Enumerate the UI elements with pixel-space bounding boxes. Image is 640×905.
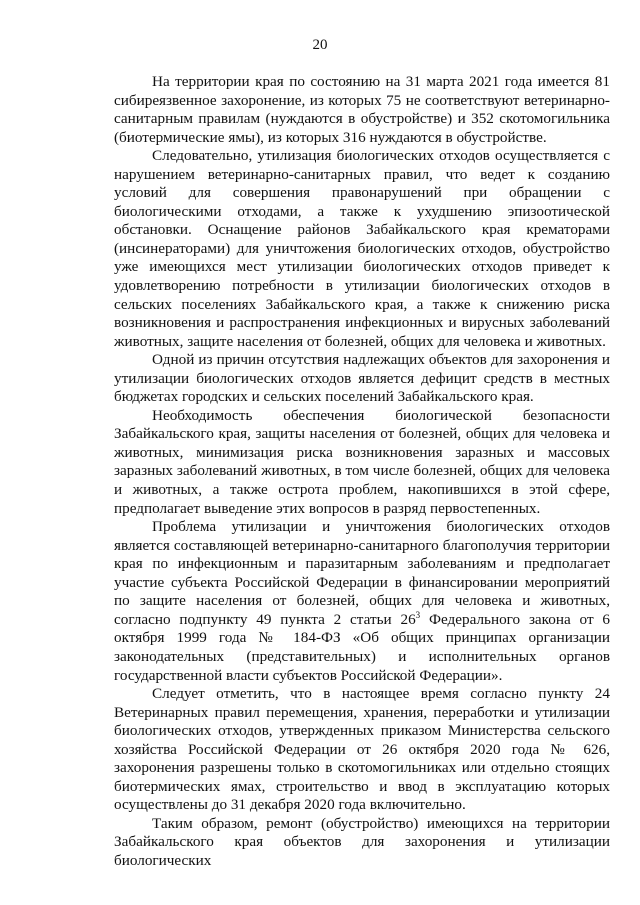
paragraph-disposal-problem-law: Федерального закона от 6 октября 1999 года № 184-ФЗ «Об общих принципах организации законодательных (представительных) и исполнительных органов государственной власти субъектов Российской Федерации». [114,610,610,684]
document-body [114,73,610,871]
paragraph-burial-sites: На территории края по состоянию на 31 марта 2021 года имеется 81 сибиреязвенное захоронение, из которых 75 не соответствуют ветеринарно-санитарным правилам (нуждаются в обустройстве) и 352 скотомогильника (биотермические ямы), из которых 316 нуждаются в обустройстве. [114,73,610,146]
paragraph-conclusion: Таким образом, ремонт (обустройство) имеющихся на территории Забайкальского края объектов для захоронения и утилизации биологических [114,814,610,869]
paragraph-biosafety-necessity: Необходимость обеспечения биологической безопасности Забайкальского края, защиты населения от болезней, общих для человека и животных, минимизация риска возникновения заразных и массовых заразных заболеваний животных, в том числе болезней, общих для человека и животных, а также острота проблем, накопившихся в этой сфере, предполагает выведение этих вопросов в разряд первостепенных. [114,406,610,517]
paragraph-disposal-problem-text: Проблема утилизации и уничтожения биологических отходов является составляющей ветеринарно-санитарного благополучия территории края по инфекционным и паразитарным заболеваниям и предполагает участие субъекта Российской Федерации в финансировании мероприятий по защите населения от болезней, общих для человека и животных, согласно подпункту 49 пункта 2 статьи 26 [114,518,610,628]
paragraph-disposal-problem [114,518,610,685]
page-number: 20 [312,37,328,53]
paragraph-veterinary-rules: Следует отметить, что в настоящее время согласно пункту 24 Ветеринарных правил перемещения, хранения, переработки и утилизации биологических отходов, утвержденных приказом Министерства сельского хозяйства Российской Федерации от 26 октября 2020 года № 626, захоронения разрешены только в скотомогильниках или отдельно стоящих биотермических ямах, строительство и ввод в эксплуатацию которых осуществлены до 31 декабря 2020 года включительно. [114,685,610,814]
paragraph-budget-deficit: Одной из причин отсутствия надлежащих объектов для захоронения и утилизации биологических отходов является дефицит средств в местных бюджетах городских и сельских поселений Забайкальского края. [114,351,610,406]
article-superscript: 3 [415,609,421,620]
paragraph-disposal-violations: Следовательно, утилизация биологических отходов осуществляется с нарушением ветеринарно-санитарных правил, что ведет к созданию условий для совершения правонарушений при обращении с биологическими отходами, а также к ухудшению эпизоотической обстановки. Оснащение районов Забайкальского края крематорами (инсинераторами) для уничтожения биологических отходов, обустройство уже имеющихся мест утилизации биологических отходов приведет к удовлетворению потребности в утилизации биологических отходов в сельских поселениях Забайкальского края, а также к снижению риска возникновения и распространения инфекционных и вирусных заболеваний животных, защите населения от болезней, общих для человека и животных. [114,147,610,350]
